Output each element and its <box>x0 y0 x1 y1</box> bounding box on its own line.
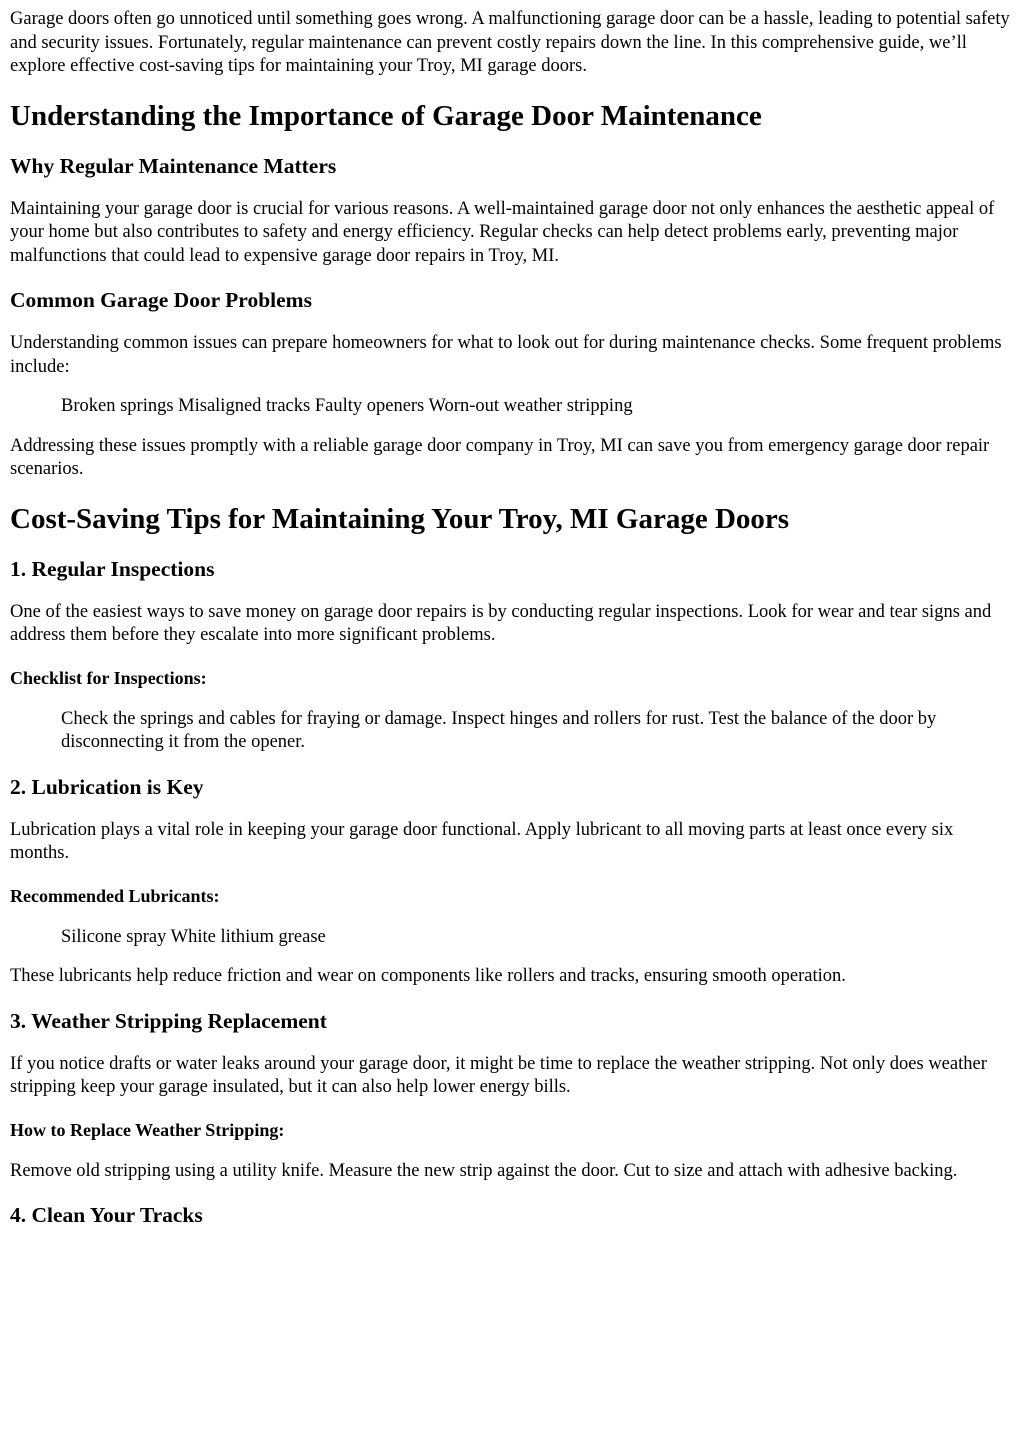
why-maintenance-paragraph: Maintaining your garage door is crucial for various reasons. A well-maintained garage door not only enhances the aesthetic appeal of your home but also contributes to safety and energy efficiency. Regular checks can help detect problems early, preventing major malfunctions that could lead to expensive garage door repairs in Troy, MI. <box>10 198 995 266</box>
inspections-checklist-heading: Checklist for Inspections: <box>10 667 207 688</box>
common-problems-list: Broken springs Misaligned tracks Faulty openers Worn-out weather stripping <box>61 396 633 416</box>
lubricants-heading: Recommended Lubricants: <box>10 885 220 906</box>
tip-heading-weather-stripping: 3. Weather Stripping Replacement <box>10 1008 327 1033</box>
tip-heading-clean-tracks: 4. Clean Your Tracks <box>10 1203 203 1227</box>
subheading-why-maintenance: Why Regular Maintenance Matters <box>10 153 337 178</box>
common-problems-followup: Addressing these issues promptly with a reliable garage door company in Troy, MI can save you from emergency garage door repair scenarios. <box>10 435 990 479</box>
weather-stripping-howto-heading: How to Replace Weather Stripping: <box>10 1119 285 1140</box>
subheading-common-problems: Common Garage Door Problems <box>10 288 312 312</box>
weather-stripping-steps: Remove old stripping using a utility knife. Measure the new strip against the door. Cut to size and attach with adhesive backing. <box>10 1160 958 1181</box>
lubricants-followup: These lubricants help reduce friction and wear on components like rollers and tracks, ensuring smooth operation. <box>10 966 846 986</box>
lubrication-paragraph: Lubrication plays a vital role in keeping your garage door functional. Apply lubricant to all moving parts at least once every six months. <box>10 819 954 863</box>
weather-stripping-paragraph: If you notice drafts or water leaks around your garage door, it might be time to replace the weather stripping. Not only does weather stripping keep your garage insulated, but it can also help lower energy bills. <box>10 1053 987 1097</box>
intro-paragraph: Garage doors often go unnoticed until something goes wrong. A malfunctioning garage door can be a hassle, leading to potential safety and security issues. Fortunately, regular maintenance can prevent costly repairs down the line. In this comprehensive guide, we’ll explore effective cost-saving tips for maintaining your Troy, MI garage doors. <box>10 9 1010 76</box>
section-heading-importance: Understanding the Importance of Garage Door Maintenance <box>10 99 762 132</box>
tip-heading-lubrication: 2. Lubrication is Key <box>10 774 204 799</box>
tip-heading-inspections: 1. Regular Inspections <box>10 556 215 581</box>
inspections-checklist: Check the springs and cables for fraying or damage. Inspect hinges and rollers for rust. Test the balance of the door by disconnecting it from the opener. <box>61 708 937 752</box>
lubricants-list: Silicone spray White lithium grease <box>61 926 326 947</box>
inspections-paragraph: One of the easiest ways to save money on garage door repairs is by conducting regular inspections. Look for wear and tear signs and address them before they escalate into more significant problems. <box>10 601 992 645</box>
common-problems-paragraph: Understanding common issues can prepare homeowners for what to look out for during maintenance checks. Some frequent problems include: <box>10 333 1002 377</box>
section-heading-cost-saving: Cost-Saving Tips for Maintaining Your Troy, MI Garage Doors <box>10 502 790 535</box>
